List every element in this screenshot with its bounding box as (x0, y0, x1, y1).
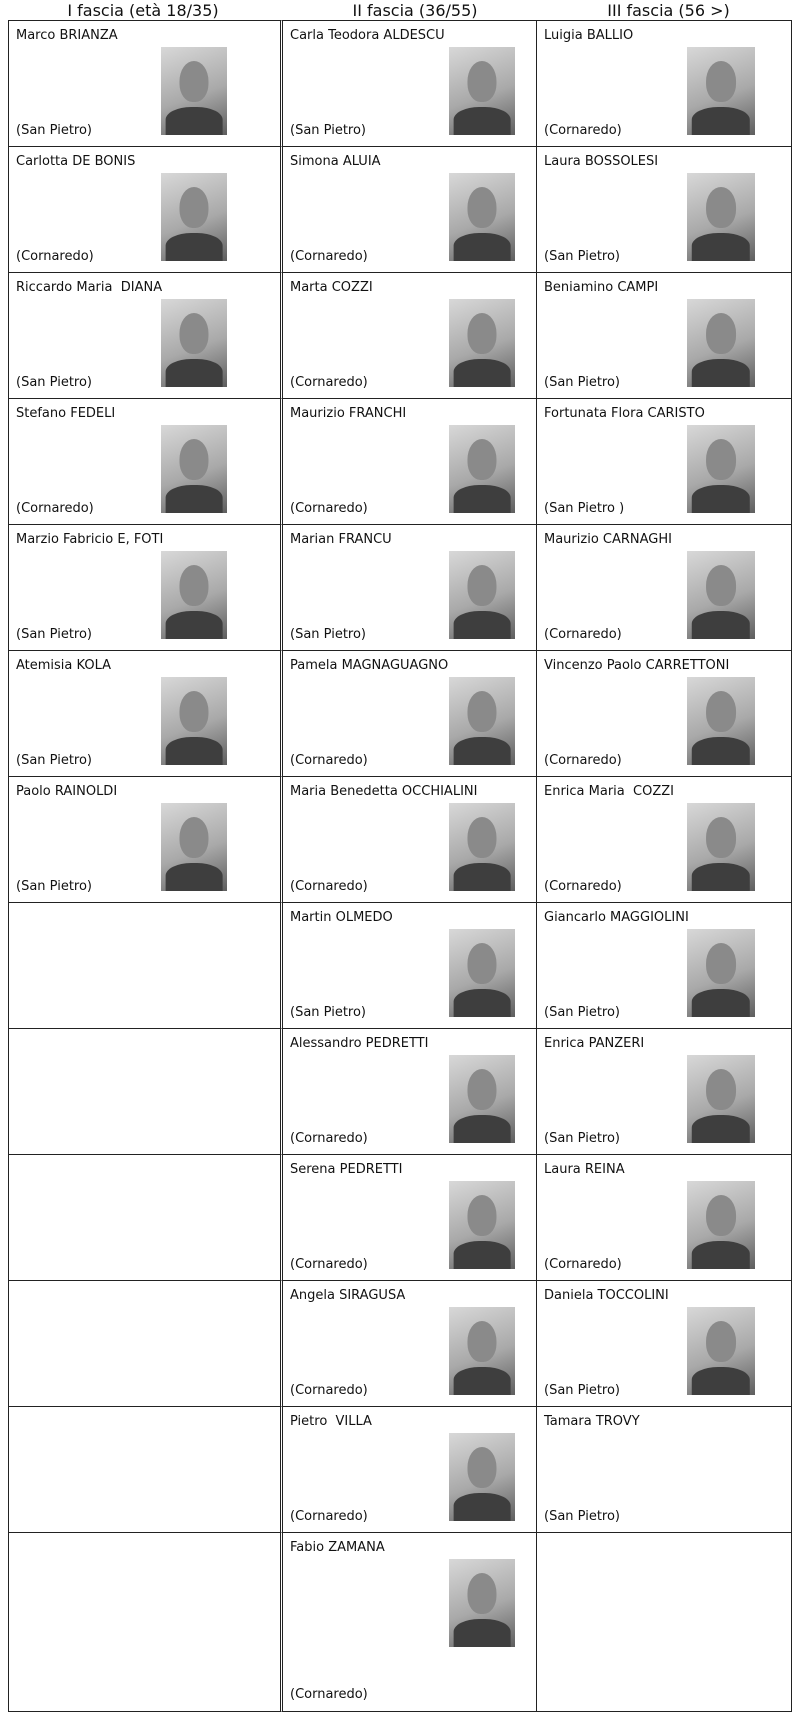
candidate-photo (687, 47, 755, 135)
candidate-name: Maria Benedetta OCCHIALINI (290, 784, 478, 799)
candidate-location: (San Pietro) (16, 627, 93, 642)
candidate-name: Maurizio CARNAGHI (544, 532, 672, 547)
candidate-photo (449, 803, 515, 891)
candidate-name: Luigia BALLIO (544, 28, 634, 43)
candidate-cell (8, 776, 280, 904)
candidate-cell (536, 1406, 792, 1534)
candidate-cell (8, 650, 280, 778)
candidate-location: (San Pietro) (544, 375, 621, 390)
candidate-name: Paolo RAINOLDI (16, 784, 118, 799)
candidate-cell (8, 1532, 280, 1712)
candidate-photo (687, 803, 755, 891)
candidate-location: (San Pietro) (16, 375, 93, 390)
candidate-location: (Cornaredo) (290, 1131, 368, 1146)
candidate-location: (Cornaredo) (16, 501, 94, 516)
candidate-cell (536, 524, 792, 652)
candidate-photo (449, 47, 515, 135)
candidate-photo (687, 173, 755, 261)
candidate-photo (687, 1055, 755, 1143)
candidate-name: Tamara TROVY (544, 1414, 640, 1429)
candidate-location: (Cornaredo) (290, 1257, 368, 1272)
candidate-cell (8, 20, 280, 148)
candidate-location: (San Pietro) (544, 1509, 621, 1524)
candidate-name: Laura BOSSOLESI (544, 154, 659, 169)
candidate-cell (8, 1280, 280, 1408)
candidate-cell (280, 1280, 536, 1408)
candidate-location: (Cornaredo) (290, 501, 368, 516)
candidate-name: Beniamino CAMPI (544, 280, 659, 295)
candidate-photo (687, 1307, 755, 1395)
candidate-cell (8, 1028, 280, 1156)
candidate-cell (536, 272, 792, 400)
candidate-cell (536, 1280, 792, 1408)
candidate-photo (161, 677, 227, 765)
candidate-name: Pietro VILLA (290, 1414, 372, 1429)
candidate-photo (449, 1055, 515, 1143)
candidate-location: (Cornaredo) (544, 1257, 622, 1272)
header-fascia-1: I fascia (età 18/35) (67, 1, 219, 20)
candidate-cell (536, 1028, 792, 1156)
candidate-cell (280, 650, 536, 778)
candidate-location: (Cornaredo) (290, 1383, 368, 1398)
candidate-photo (687, 1181, 755, 1269)
candidate-cell (280, 1154, 536, 1282)
candidate-photo (161, 299, 227, 387)
candidate-location: (San Pietro) (290, 123, 367, 138)
candidate-name: Vincenzo Paolo CARRETTONI (544, 658, 730, 673)
candidate-photo (161, 173, 227, 261)
candidate-name: Simona ALUIA (290, 154, 381, 169)
candidate-cell (536, 902, 792, 1030)
candidate-cell (8, 524, 280, 652)
candidate-location: (San Pietro) (16, 879, 93, 894)
candidate-location: (Cornaredo) (290, 753, 368, 768)
candidate-cell (280, 1532, 536, 1712)
candidate-name: Serena PEDRETTI (290, 1162, 403, 1177)
candidate-name: Alessandro PEDRETTI (290, 1036, 429, 1051)
candidate-cell (536, 650, 792, 778)
candidate-cell (536, 1154, 792, 1282)
candidate-cell (280, 398, 536, 526)
candidate-location: (Cornaredo) (544, 753, 622, 768)
candidate-name: Daniela TOCCOLINI (544, 1288, 669, 1303)
candidate-photo (687, 677, 755, 765)
candidate-name: Marco BRIANZA (16, 28, 118, 43)
candidate-location: (San Pietro) (290, 627, 367, 642)
candidate-table (8, 20, 792, 1710)
candidate-location: (San Pietro) (544, 1131, 621, 1146)
candidate-location: (Cornaredo) (290, 375, 368, 390)
candidate-name: Stefano FEDELI (16, 406, 116, 421)
candidate-photo (161, 425, 227, 513)
candidate-name: Laura REINA (544, 1162, 625, 1177)
candidate-location: (Cornaredo) (290, 1509, 368, 1524)
candidate-name: Maurizio FRANCHI (290, 406, 407, 421)
candidate-location: (San Pietro) (544, 1005, 621, 1020)
candidate-cell (280, 1028, 536, 1156)
candidate-cell (536, 146, 792, 274)
candidate-photo (161, 551, 227, 639)
candidate-cell (8, 1406, 280, 1534)
candidate-cell (280, 146, 536, 274)
candidate-cell (8, 398, 280, 526)
candidate-cell (280, 524, 536, 652)
candidate-name: Enrica Maria COZZI (544, 784, 674, 799)
candidate-name: Marian FRANCU (290, 532, 392, 547)
candidate-location: (San Pietro) (16, 123, 93, 138)
candidate-location: (Cornaredo) (544, 123, 622, 138)
candidate-name: Carlotta DE BONIS (16, 154, 136, 169)
candidate-cell (536, 398, 792, 526)
candidate-cell (536, 20, 792, 148)
candidate-cell (280, 1406, 536, 1534)
candidate-photo (449, 677, 515, 765)
candidate-location: (San Pietro) (544, 249, 621, 264)
candidate-location: (Cornaredo) (290, 249, 368, 264)
candidate-photo (687, 551, 755, 639)
candidate-name: Angela SIRAGUSA (290, 1288, 406, 1303)
candidate-name: Marzio Fabricio E, FOTI (16, 532, 164, 547)
candidate-name: Atemisia KOLA (16, 658, 111, 673)
candidate-name: Carla Teodora ALDESCU (290, 28, 445, 43)
candidate-name: Fortunata Flora CARISTO (544, 406, 705, 421)
candidate-cell (8, 902, 280, 1030)
header-fascia-3: III fascia (56 >) (607, 1, 730, 20)
candidate-location: (Cornaredo) (544, 627, 622, 642)
candidate-cell (536, 776, 792, 904)
candidate-cell (536, 1532, 792, 1712)
candidate-photo (449, 929, 515, 1017)
candidate-location: (Cornaredo) (544, 879, 622, 894)
candidate-photo (449, 299, 515, 387)
candidate-photo (449, 425, 515, 513)
candidate-cell (8, 272, 280, 400)
candidate-photo (449, 551, 515, 639)
candidate-photo (449, 1433, 515, 1521)
candidate-location: (Cornaredo) (290, 1687, 368, 1702)
candidate-photo (449, 173, 515, 261)
candidate-name: Pamela MAGNAGUAGNO (290, 658, 449, 673)
candidate-photo (161, 803, 227, 891)
candidate-name: Fabio ZAMANA (290, 1540, 385, 1555)
candidate-cell (280, 272, 536, 400)
candidate-name: Giancarlo MAGGIOLINI (544, 910, 689, 925)
candidate-name: Riccardo Maria DIANA (16, 280, 163, 295)
candidate-name: Marta COZZI (290, 280, 373, 295)
candidate-location: (San Pietro) (290, 1005, 367, 1020)
candidate-photo (449, 1559, 515, 1647)
candidate-location: (San Pietro) (16, 753, 93, 768)
candidate-location: (San Pietro) (544, 1383, 621, 1398)
candidate-cell (8, 1154, 280, 1282)
candidate-photo (449, 1307, 515, 1395)
candidate-photo (161, 47, 227, 135)
candidate-cell (280, 776, 536, 904)
candidate-photo (687, 929, 755, 1017)
candidate-location: (Cornaredo) (16, 249, 94, 264)
header-fascia-2: II fascia (36/55) (352, 1, 478, 20)
candidate-photo (449, 1181, 515, 1269)
candidate-photo (687, 299, 755, 387)
candidate-photo (687, 425, 755, 513)
candidate-location: (Cornaredo) (290, 879, 368, 894)
candidate-cell (280, 902, 536, 1030)
candidate-cell (280, 20, 536, 148)
candidate-location: (San Pietro ) (544, 501, 625, 516)
candidate-name: Martin OLMEDO (290, 910, 393, 925)
candidate-cell (8, 146, 280, 274)
candidate-name: Enrica PANZERI (544, 1036, 645, 1051)
